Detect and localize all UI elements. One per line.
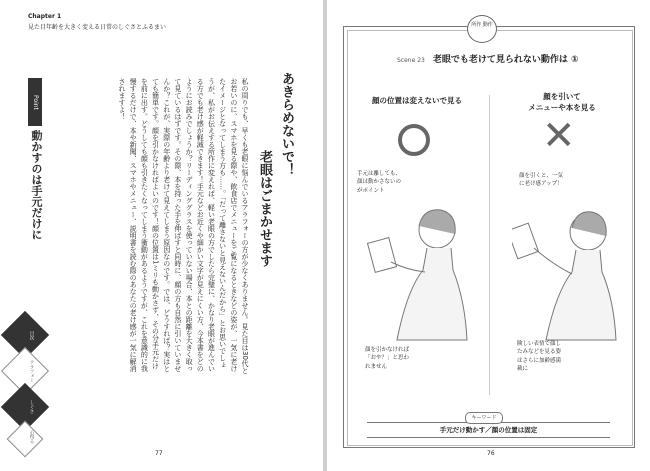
keyword-bar: 手元だけ動かす／顔の位置は固定 — [367, 422, 610, 438]
right-page — [327, 0, 650, 471]
cross-mark-icon: ✕ — [542, 113, 576, 159]
keyword-tag: キーワード — [465, 412, 503, 424]
bad-note-top: 顔を引くと、一気 に老け感アップ！ — [519, 173, 564, 188]
point-badge: Point — [28, 78, 42, 126]
tab-aroundforty-label: アラフォー — [29, 359, 34, 383]
body-text: 私の周りでも、早くも老眼に悩んでいるアラフォーの方が少なくありません。見た目は30代とお若いのに、スマホを見る際や、飲食店でメニューをご覧になるときなどの姿が、一気に老けたイメージとなってしまう方も……。「だって離さないと見えないんだから」とお思いでしょうが、私がお伝えする所作に変えれば、軽い老眼の方でしたら完璧に、かなり老眼が進んでいる方でも老け感が軽減できます！手元などお近くや細かい文字が見えにくい方、今本書をどのようにお読みでしょうか？リーディンググラスを使っていない場合、本との距離を大きく取って見ているはずです。その際、本を持った手を伸ばすと同時に、顔の方も自然に引いていませんか？これが、実際の年齢より老けて見えてしまう原因なのです。では、どうすれば？実はとても簡単です。顔を引かなければよいのです！顔の位置は1ミリも動かさず、その分手元だけを前に出す。どうしても顔も引きたくなってしまう衝動があるようですが、これを意識的に我慢するだけで、本や新聞、スマホやメニュー、説明書を読む際のあなたの老け感が一気に解消されますよ！ — [117, 78, 249, 374]
left-page — [0, 0, 323, 471]
scene-number: Scene 23 — [397, 57, 425, 64]
good-note-bottom: 顔を引かなければ 「おや？」と思わ れません — [365, 347, 410, 370]
bad-column-title: 顔を引いて メニューや本を見る — [528, 92, 596, 112]
tab-gestures-label: しぐさ — [29, 400, 34, 414]
category-badge: 所作 動作 — [467, 15, 497, 43]
good-note-top: 手元は離しても、 顔は動かさないの がポイント — [357, 171, 402, 194]
scene-title-text: 老眼でも老けて見られない動作は ① — [432, 55, 579, 65]
good-column-title: 顔の位置は変えないで見る — [372, 96, 462, 105]
page-number-right: 76 — [487, 450, 495, 457]
tab-toc-label: 目次 — [29, 330, 34, 340]
circle-mark-icon — [398, 124, 430, 156]
tab-mindset-label: 心得る — [29, 430, 34, 444]
good-posture-illustration — [367, 200, 477, 350]
chapter-label: Chapter 1 — [28, 13, 62, 20]
scene-title — [397, 52, 579, 65]
point-heading: 動かすのは手元だけに — [30, 130, 43, 240]
heading-line-2: 老眼はごまかせます — [257, 150, 272, 267]
page-number-left: 77 — [155, 450, 163, 457]
chapter-subtitle: 見た目年齢を大きく変える日常のしぐさとふるまい — [28, 24, 167, 31]
heading-line-1: あきらめないで！ — [279, 72, 294, 176]
bad-posture-illustration — [512, 200, 622, 350]
bad-note-bottom: 険しい表情で顔し たみなどを見る姿 はさらに加齢感満 載に — [517, 341, 562, 372]
column-divider — [489, 95, 490, 395]
